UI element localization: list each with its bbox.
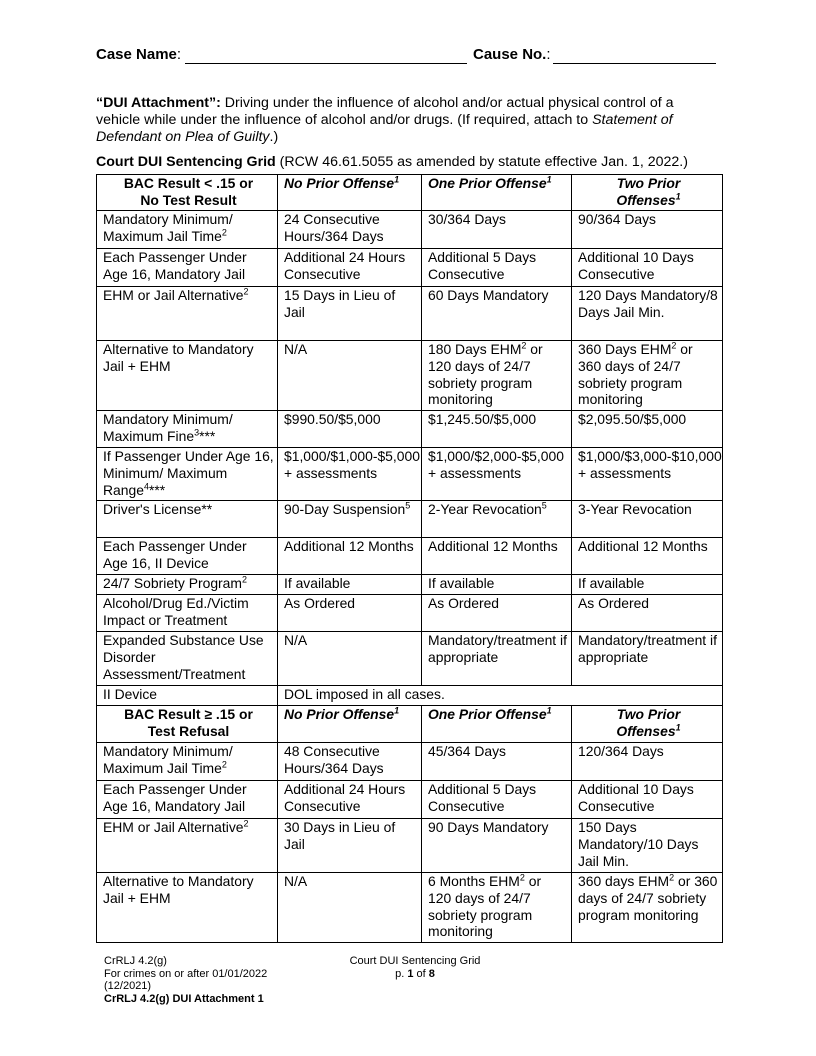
section1-header-row [97,175,723,211]
section2-one-prior-header: One Prior Offense$^1$ [422,706,572,743]
table-row [97,819,723,873]
footer-applies: For crimes on or after 01/01/2022 [104,967,268,980]
row-label: Expanded Substance Use Disorder Assessment/Treatment [97,632,278,686]
no-prior-cell: Additional 24 Hours Consecutive [278,781,422,819]
section2-bac-header: BAC Result ≥ .15 or Test Refusal [97,706,278,743]
table-row [97,743,723,781]
row-label: Mandatory Minimum/ Maximum Fine$^3$*** [97,411,278,448]
case-name-field[interactable] [185,63,467,64]
row-label: Each Passenger Under Age 16, II Device [97,538,278,575]
row-label: Mandatory Minimum/ Maximum Jail Time$^2$ [97,743,278,781]
grid-title [96,154,736,170]
no-prior-cell: 90-Day Suspension$^5$ [278,501,422,538]
one-prior-cell: If available [422,575,572,595]
row-label: If Passenger Under Age 16, Minimum/ Maximum Range$^4$*** [97,448,278,501]
one-prior-cell: 180 Days EHM$^2$ or 120 days of 24/7 sobriety program monitoring [422,341,572,411]
cause-no-field[interactable] [553,63,716,64]
no-prior-cell: $1,000/$1,000-$5,000 + assessments [278,448,422,501]
table-row [97,781,723,819]
row-label: II Device [97,686,278,706]
one-prior-cell: 2-Year Revocation$^5$ [422,501,572,538]
two-prior-cell: 360 Days EHM$^2$ or 360 days of 24/7 sobriety program monitoring [572,341,723,411]
row-label: Mandatory Minimum/ Maximum Jail Time$^2$ [97,211,278,249]
footer-page-info [320,955,510,980]
two-prior-cell: 120/364 Days [572,743,723,781]
one-prior-cell: Additional 12 Months [422,538,572,575]
table-row [97,249,723,287]
no-prior-cell: N/A [278,632,422,686]
no-prior-cell: N/A [278,341,422,411]
footer-title: Court DUI Sentencing Grid [349,955,481,967]
two-prior-cell: 90/364 Days [572,211,723,249]
table-row [97,211,723,249]
two-prior-cell: $2,095.50/$5,000 [572,411,723,448]
no-prior-cell: Additional 24 Hours Consecutive [278,249,422,287]
row-label: Alternative to Mandatory Jail + EHM [97,873,278,943]
case-name-label: Case Name: [96,46,182,63]
table-row [97,501,723,538]
table-row [97,575,723,595]
footer-rule: CrRLJ 4.2(g) [104,955,167,967]
section1-two-prior-header: Two Prior Offenses$^1$ [572,175,723,211]
section2-no-prior-header: No Prior Offense$^1$ [278,706,422,743]
cause-no-label: Cause No.: [473,46,551,63]
one-prior-cell: $1,245.50/$5,000 [422,411,572,448]
footer-form-info [104,955,267,1005]
two-prior-cell: As Ordered [572,595,723,632]
row-label: Alternative to Mandatory Jail + EHM [97,341,278,411]
two-prior-cell: Additional 10 Days Consecutive [572,249,723,287]
one-prior-cell: Mandatory/treatment if appropriate [422,632,572,686]
ii-device-row [97,686,723,706]
table-row [97,287,723,341]
section1-no-prior-header: No Prior Offense$^1$ [278,175,422,211]
intro-text: Driving under the influence of alcohol and/or actual physical control of a vehicle while under the influence of alcohol and/or drugs. (If required, attach to [96,95,674,128]
one-prior-cell: As Ordered [422,595,572,632]
section1-one-prior-header: One Prior Offense$^1$ [422,175,572,211]
grid-title-main: Court DUI Sentencing Grid [96,154,276,170]
two-prior-cell: 3-Year Revocation [572,501,723,538]
page-number: p. 1 of 8 [395,967,435,980]
one-prior-cell: Additional 5 Days Consecutive [422,249,572,287]
footer-form-id: CrRLJ 4.2(g) DUI Attachment 1 [104,992,264,1005]
row-label: Driver's License** [97,501,278,538]
grid-title-statute: (RCW 46.61.5055 as amended by statute effective Jan. 1, 2022.) [279,154,688,170]
table-row [97,632,723,686]
no-prior-cell: If available [278,575,422,595]
table-row [97,341,723,411]
one-prior-cell: $1,000/$2,000-$5,000 + assessments [422,448,572,501]
row-label: Alcohol/Drug Ed./Victim Impact or Treatment [97,595,278,632]
table-row [97,538,723,575]
section2-two-prior-header: Two Prior Offenses$^1$ [572,706,723,743]
row-label: Each Passenger Under Age 16, Mandatory Jail [97,249,278,287]
no-prior-cell: As Ordered [278,595,422,632]
ii-device-value: DOL imposed in all cases. [278,686,723,706]
two-prior-cell: Additional 12 Months [572,538,723,575]
no-prior-cell: 24 Consecutive Hours/364 Days [278,211,422,249]
footer-revision: (12/2021) [104,980,152,992]
two-prior-cell: If available [572,575,723,595]
two-prior-cell: Mandatory/treatment if appropriate [572,632,723,686]
no-prior-cell: $990.50/$5,000 [278,411,422,448]
row-label: Each Passenger Under Age 16, Mandatory Jail [97,781,278,819]
sentencing-grid-table [96,174,723,943]
one-prior-cell: Additional 5 Days Consecutive [422,781,572,819]
one-prior-cell: 90 Days Mandatory [422,819,572,873]
one-prior-cell: 60 Days Mandatory [422,287,572,341]
two-prior-cell: $1,000/$3,000-$10,000 + assessments [572,448,723,501]
one-prior-cell: 6 Months EHM$^2$ or 120 days of 24/7 sobriety program monitoring [422,873,572,943]
one-prior-cell: 45/364 Days [422,743,572,781]
table-row [97,873,723,943]
intro-label: “DUI Attachment”: [96,95,221,111]
two-prior-cell: Additional 10 Days Consecutive [572,781,723,819]
no-prior-cell: 15 Days in Lieu of Jail [278,287,422,341]
two-prior-cell: 120 Days Mandatory/8 Days Jail Min. [572,287,723,341]
table-row [97,448,723,501]
section1-bac-header: BAC Result < .15 or No Test Result [97,175,278,211]
no-prior-cell: Additional 12 Months [278,538,422,575]
row-label: 24/7 Sobriety Program$^2$ [97,575,278,595]
intro-plea-reference: Statement of Defendant on Plea of Guilty [96,112,673,145]
table-row [97,411,723,448]
no-prior-cell: 48 Consecutive Hours/364 Days [278,743,422,781]
no-prior-cell: 30 Days in Lieu of Jail [278,819,422,873]
no-prior-cell: N/A [278,873,422,943]
table-row [97,595,723,632]
two-prior-cell: 150 Days Mandatory/10 Days Jail Min. [572,819,723,873]
intro-closing: .) [269,129,279,145]
intro-paragraph [96,95,706,146]
one-prior-cell: 30/364 Days [422,211,572,249]
row-label: EHM or Jail Alternative$^2$ [97,819,278,873]
section2-header-row [97,706,723,743]
two-prior-cell: 360 days EHM$^2$ or 360 days of 24/7 sobriety program monitoring [572,873,723,943]
row-label: EHM or Jail Alternative$^2$ [97,287,278,341]
